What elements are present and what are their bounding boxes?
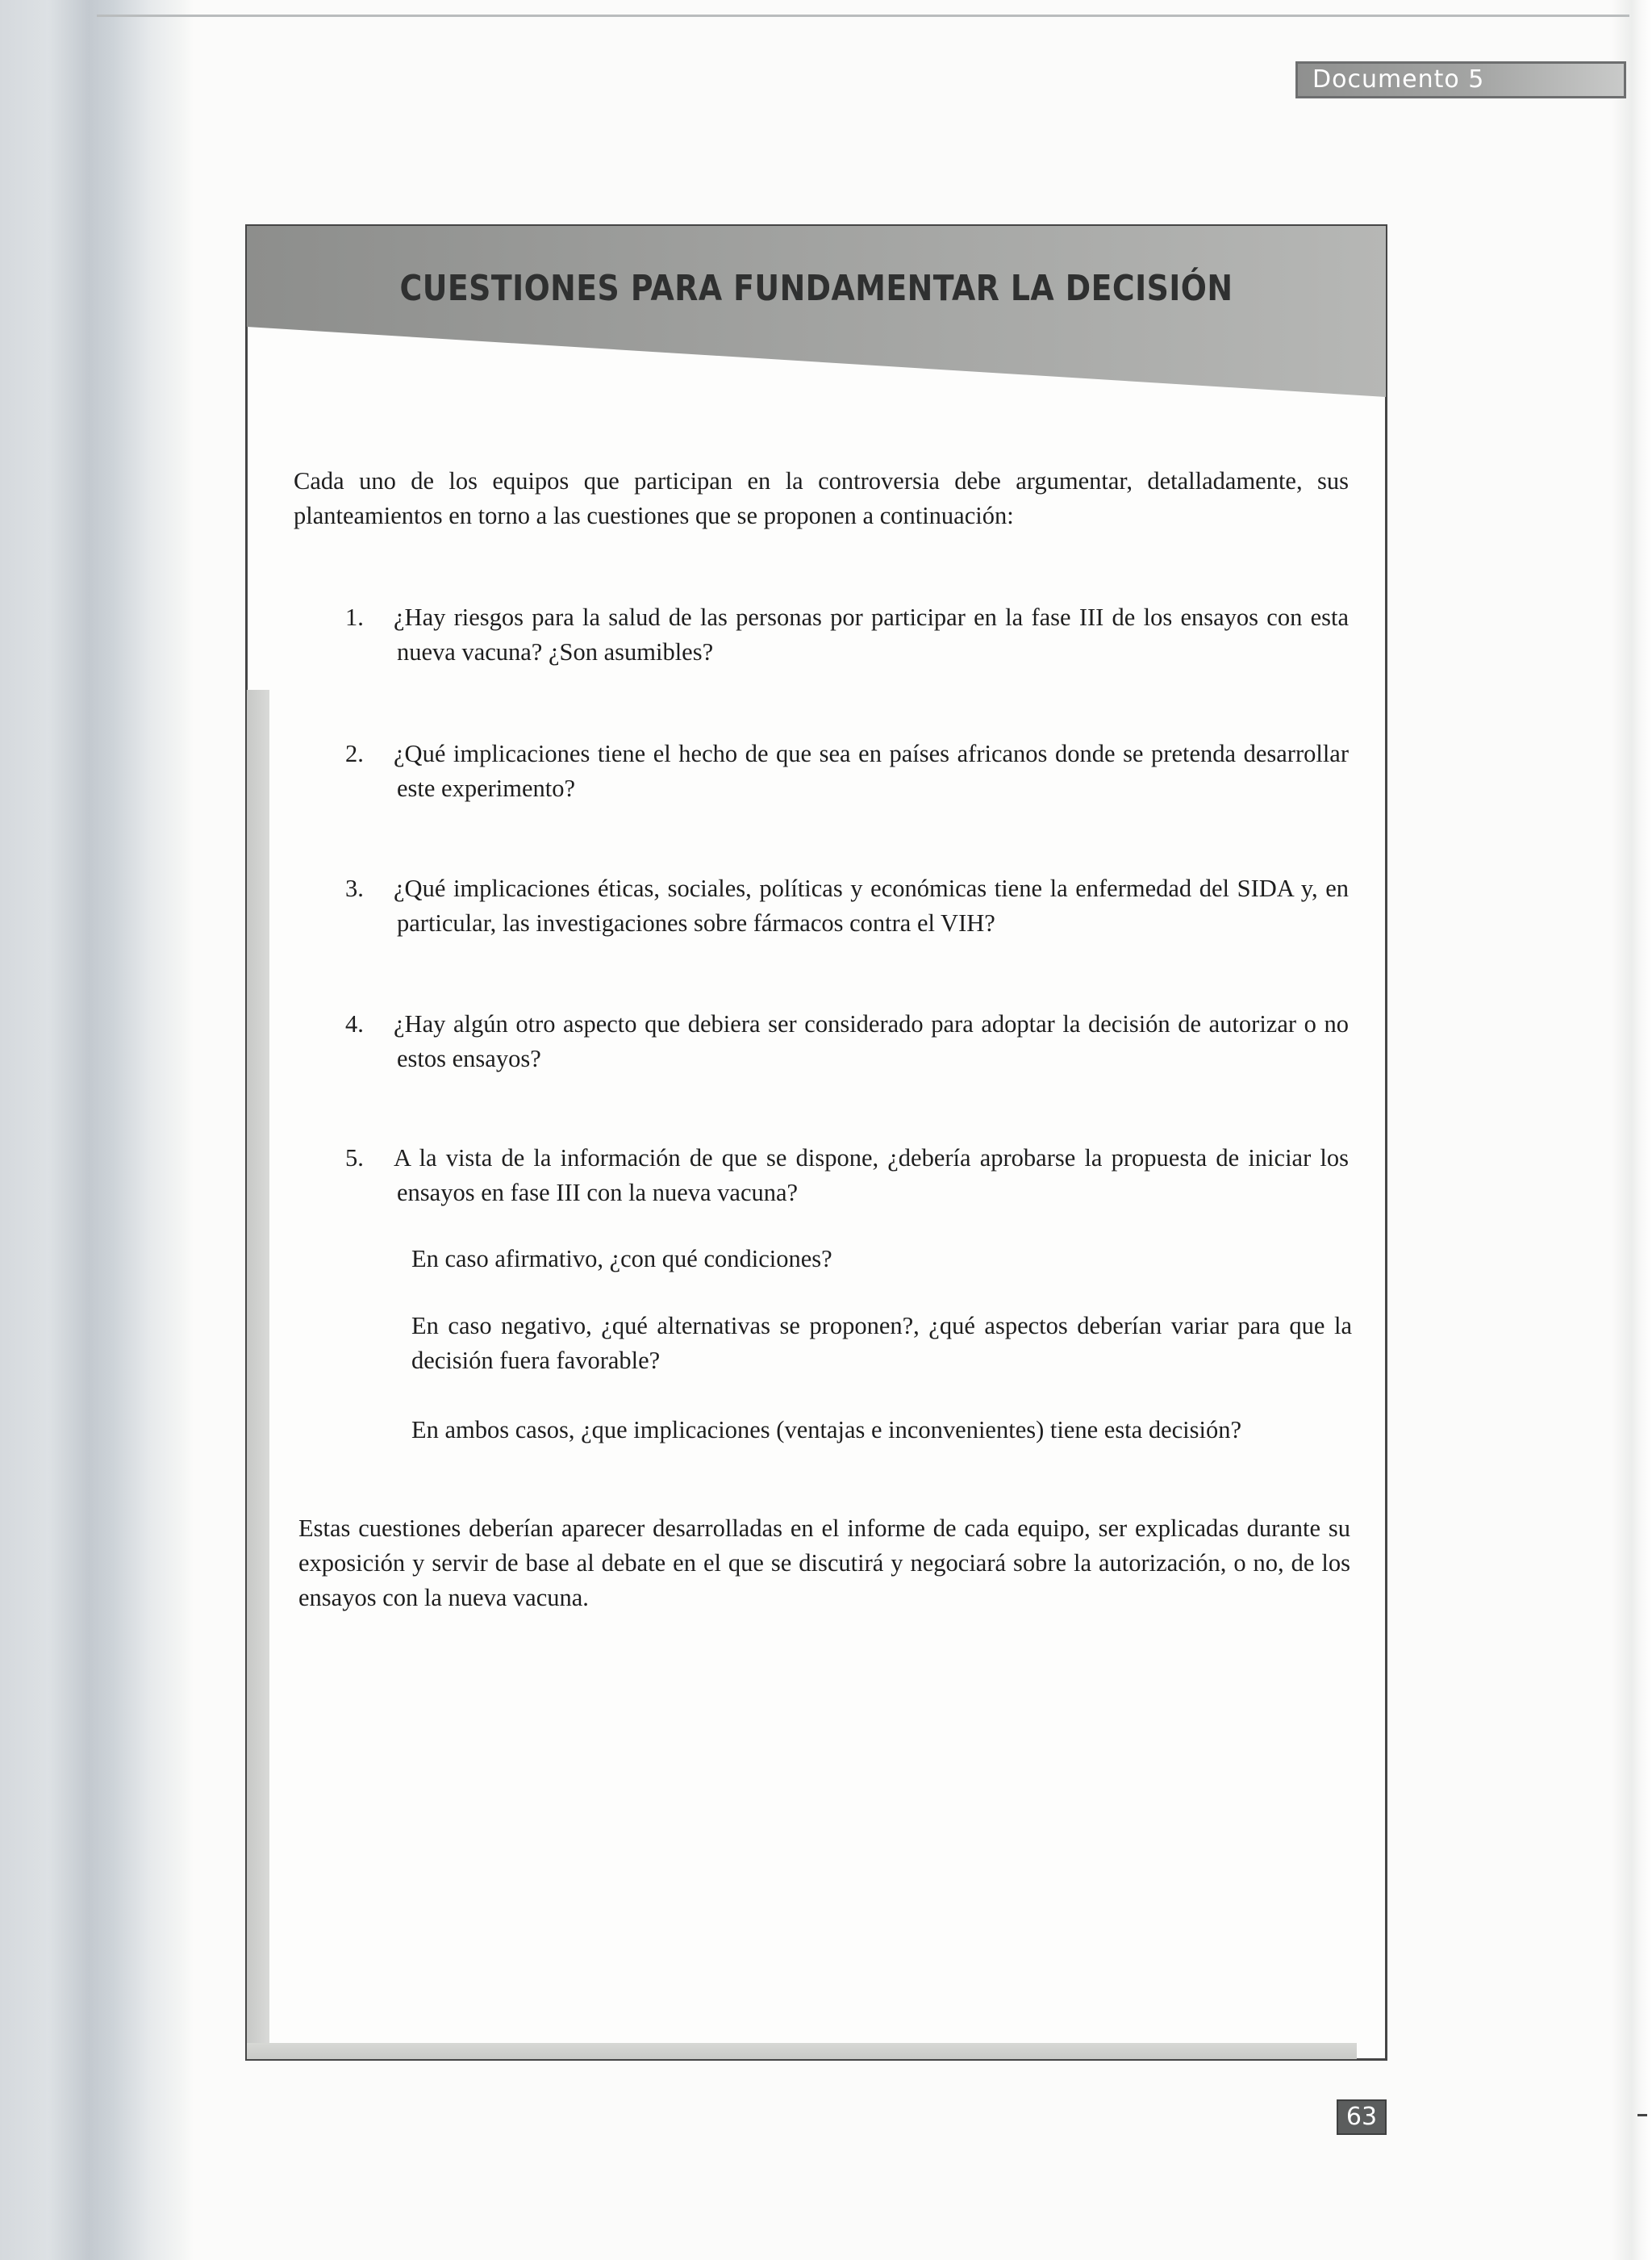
question-item xyxy=(345,737,1349,806)
question-text: A la vista de la información de que se dispone, ¿debería aprobarse la propuesta de iniciar los ensayos en fase III con la nueva vacuna? xyxy=(394,1144,1349,1206)
question-number: 5. xyxy=(345,1144,364,1172)
question-number: 3. xyxy=(345,875,364,902)
question-item xyxy=(345,600,1349,670)
page-edge-shadow xyxy=(1612,0,1652,2260)
sub-item: En ambos casos, ¿que implicaciones (ventajas e inconvenientes) tiene esta decisión? xyxy=(411,1416,1242,1443)
top-rule xyxy=(97,15,1629,17)
intro-paragraph: Cada uno de los equipos que participan en la controversia debe argumentar, detalladamente, sus planteamientos en torno a las cuestiones que se proponen a continuación: xyxy=(294,467,1349,529)
question-item xyxy=(345,1141,1349,1210)
closing-paragraph: Estas cuestiones deberían aparecer desarrolladas en el informe de cada equipo, ser explicadas durante su exposición y servir de base al debate en el que se discutirá y negociará sobre la autorización, o no, de los ensayos con la nueva vacuna. xyxy=(298,1514,1350,1611)
question-number: 2. xyxy=(345,740,364,767)
question-text: ¿Qué implicaciones tiene el hecho de que sea en países africanos donde se pretenda desarrollar este experimento? xyxy=(394,740,1349,802)
header-band-shape xyxy=(247,226,1386,397)
book-gutter-shadow xyxy=(0,0,194,2260)
frame-left-accent-bar xyxy=(247,690,269,2059)
question-number: 4. xyxy=(345,1010,364,1038)
sub-item: En caso negativo, ¿qué alternativas se proponen?, ¿qué aspectos deberían variar para que la decisión fuera favorable? xyxy=(411,1312,1352,1374)
frame-bottom-accent-bar xyxy=(247,2043,1357,2059)
question-text: ¿Hay riesgos para la salud de las personas por participar en la fase III de los ensayos con esta nueva vacuna? ¿Son asumibles? xyxy=(394,604,1349,666)
question-text: ¿Hay algún otro aspecto que debiera ser considerado para adoptar la decisión de autorizar o no estos ensayos? xyxy=(394,1010,1349,1072)
page-number: 63 xyxy=(1337,2099,1387,2135)
edge-mark xyxy=(1637,2114,1647,2116)
question-number: 1. xyxy=(345,604,364,631)
question-text: ¿Qué implicaciones éticas, sociales, políticas y económicas tiene la enfermedad del SIDA y, en particular, las investigaciones sobre fármacos contra el VIH? xyxy=(394,875,1349,937)
document-tab-label: Documento 5 xyxy=(1312,65,1485,94)
section-title: CUESTIONES PARA FUNDAMENTAR LA DECISIÓN xyxy=(399,268,1233,309)
question-item xyxy=(345,1007,1349,1076)
sub-item: En caso afirmativo, ¿con qué condiciones? xyxy=(411,1245,832,1272)
document-tab xyxy=(1295,61,1626,98)
question-item xyxy=(345,871,1349,941)
section-header-band xyxy=(247,226,1386,397)
